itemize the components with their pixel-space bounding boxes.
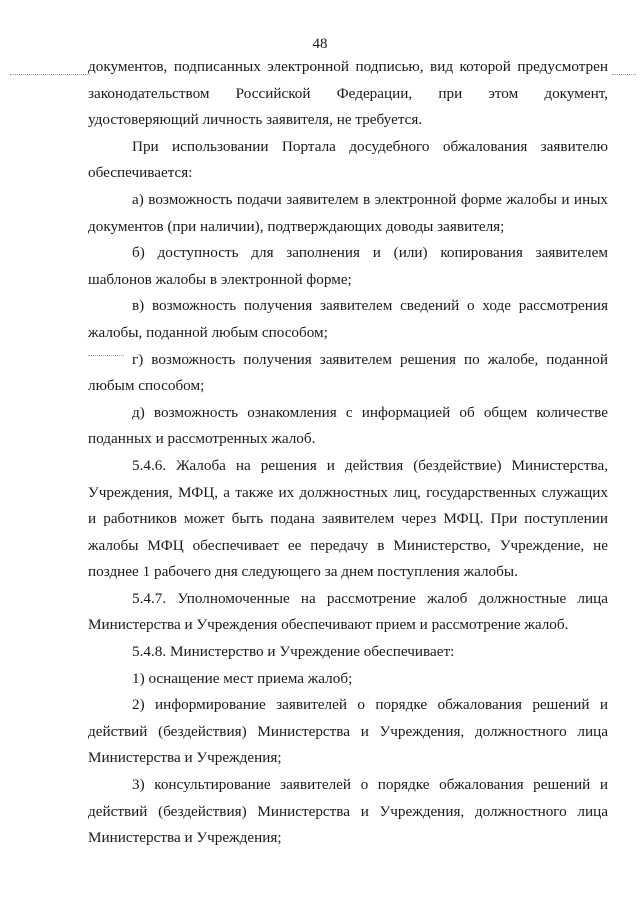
document-body [88, 54, 608, 852]
scan-artifact-top-left [10, 74, 90, 75]
list-item-g: г) возможность получения заявителем решения по жалобе, поданной любым способом; [88, 350, 608, 395]
list-item-d: д) возможность ознакомления с информацией об общем количестве поданных и рассмотренных жалоб. [88, 403, 608, 448]
page-number: 48 [312, 36, 328, 52]
paragraph-continuation: документов, подписанных электронной подписью, вид которой предусмотрен законодательством Российской Федерации, при этом документ, удостоверяющий личность заявителя, не требуется. [88, 58, 608, 129]
list-item-v: в) возможность получения заявителем сведений о ходе рассмотрения жалобы, поданной любым способом; [88, 297, 608, 341]
list-item-a: а) возможность подачи заявителем в электронной форме жалобы и иных документов (при наличии), подтверждающих доводы заявителя; [88, 190, 608, 235]
section-5-4-6: 5.4.6. Жалоба на решения и действия (бездействие) Министерства, Учреждения, МФЦ, а также их должностных лиц, государственных служащих и работников может быть подана заявителем через МФЦ. При поступлении жалобы МФЦ обеспечивает ее передачу в Министерство, Учреждение, не позднее 1 рабочего дня следующего за днем поступления жалобы. [88, 456, 608, 581]
list-item-b: б) доступность для заполнения и (или) копирования заявителем шаблонов жалобы в электронной форме; [88, 244, 608, 288]
list-item-2: 2) информирование заявителей о порядке обжалования решений и действий (бездействия) Министерства и Учреждения, должностного лица Министерства и Учреждения; [88, 696, 608, 767]
scan-artifact-top-right [612, 74, 636, 75]
paragraph-portal-intro: При использовании Портала досудебного обжалования заявителю обеспечивается: [88, 137, 608, 182]
list-item-3: 3) консультирование заявителей о порядке обжалования решений и действий (бездействия) Министерства и Учреждения, должностного лица Министерства и Учреждения; [88, 776, 608, 847]
list-item-1: 1) оснащение мест приема жалоб; [132, 669, 353, 687]
section-5-4-8: 5.4.8. Министерство и Учреждение обеспечивает: [132, 643, 455, 661]
section-5-4-7: 5.4.7. Уполномоченные на рассмотрение жалоб должностные лица Министерства и Учреждения обеспечивают прием и рассмотрение жалоб. [88, 589, 608, 634]
